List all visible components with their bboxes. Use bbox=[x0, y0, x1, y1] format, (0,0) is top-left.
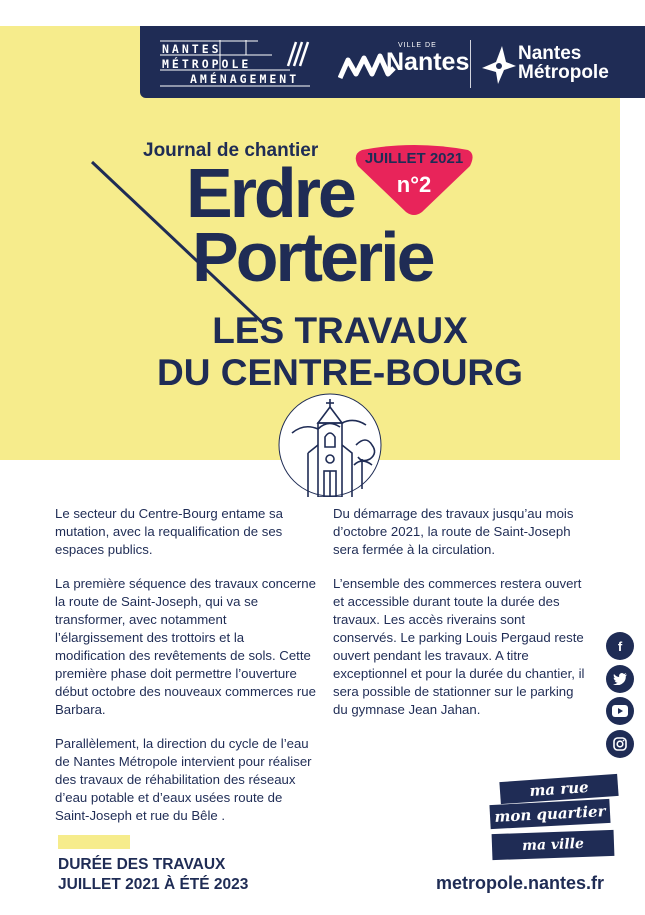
duration-title: DURÉE DES TRAVAUX bbox=[58, 856, 226, 873]
badge-month: JUILLET 2021 bbox=[364, 150, 464, 167]
yellow-accent-bar bbox=[58, 835, 130, 849]
logo1-row3: AMÉNAGEMENT bbox=[190, 72, 300, 86]
body-column-left bbox=[55, 505, 317, 841]
paragraph: Du démarrage des travaux jusqu’au mois d’octobre 2021, la route de Saint-Joseph sera fermée à la circulation. bbox=[333, 506, 574, 557]
ville-de-label: VILLE DE bbox=[398, 42, 437, 49]
body-column-right bbox=[333, 505, 585, 735]
nm-line2: Métropole bbox=[518, 62, 609, 83]
facebook-icon[interactable]: f bbox=[606, 632, 634, 660]
logo1-row1: NANTES bbox=[162, 42, 222, 56]
badge-issue-number: n°2 bbox=[396, 172, 432, 197]
ville-de-nantes-logo[interactable] bbox=[338, 42, 468, 86]
instagram-icon[interactable] bbox=[606, 730, 634, 758]
logo-divider bbox=[470, 40, 471, 88]
subtitle-line2: DU CENTRE-BOURG bbox=[157, 352, 523, 393]
tag-mon-quartier: mon quartier bbox=[489, 799, 610, 829]
title-porterie: Porterie bbox=[192, 218, 433, 296]
tag-ma-ville: ma ville bbox=[492, 830, 615, 860]
nantes-metropole-amenagement-logo[interactable] bbox=[160, 40, 320, 88]
nantes-wordmark: Nantes bbox=[386, 48, 470, 76]
youtube-icon[interactable] bbox=[606, 697, 634, 725]
paragraph: La première séquence des travaux concerne la route de Saint-Joseph, qui va se transformer, avec notamment l’élargissement des trottoirs et la modification des revêtements de sols. Cette première phase doit permettre l’ouverture début octobre des nouveaux commerces rue Barbara. bbox=[55, 576, 316, 717]
paragraph: L’ensemble des commerces restera ouvert et accessible durant toute la durée des travaux. Les accès riverains sont conservés. Le parking Louis Pergaud reste ouvert pendant les travaux. A titre exceptionnel et pour la durée du chantier, il sera possible de stationner sur le parking du gymnase Jean Jahan. bbox=[333, 576, 585, 717]
title-erdre: Erdre bbox=[186, 154, 354, 232]
journal-label: Journal de chantier bbox=[143, 140, 319, 161]
tag-ma-rue: ma rue bbox=[499, 774, 618, 804]
subtitle-line1: LES TRAVAUX bbox=[212, 310, 468, 351]
logo1-row2: MÉTROPOLE bbox=[162, 57, 252, 71]
website-link[interactable]: metropole.nantes.fr bbox=[436, 873, 605, 893]
duration-block bbox=[58, 855, 248, 895]
twitter-bird-shape bbox=[613, 673, 627, 685]
nantes-metropole-wordmark bbox=[518, 44, 609, 82]
church-illustration bbox=[278, 393, 382, 497]
paragraph: Le secteur du Centre-Bourg entame sa mutation, avec la requalification de ses espaces publics. bbox=[55, 506, 283, 557]
twitter-icon[interactable] bbox=[606, 665, 634, 693]
nantes-metropole-star-icon bbox=[478, 42, 518, 86]
instagram-shape bbox=[613, 737, 627, 751]
youtube-shape bbox=[612, 705, 628, 717]
paragraph: Parallèlement, la direction du cycle de l’eau de Nantes Métropole intervient pour réaliser des travaux de réhabilitation des réseaux d’eau potable et d’eaux usées route de Saint-Joseph et rue du Bêle . bbox=[55, 736, 312, 823]
subtitle bbox=[130, 310, 550, 394]
nm-line1: Nantes bbox=[518, 43, 582, 64]
duration-dates: JUILLET 2021 À ÉTÉ 2023 bbox=[58, 876, 249, 893]
